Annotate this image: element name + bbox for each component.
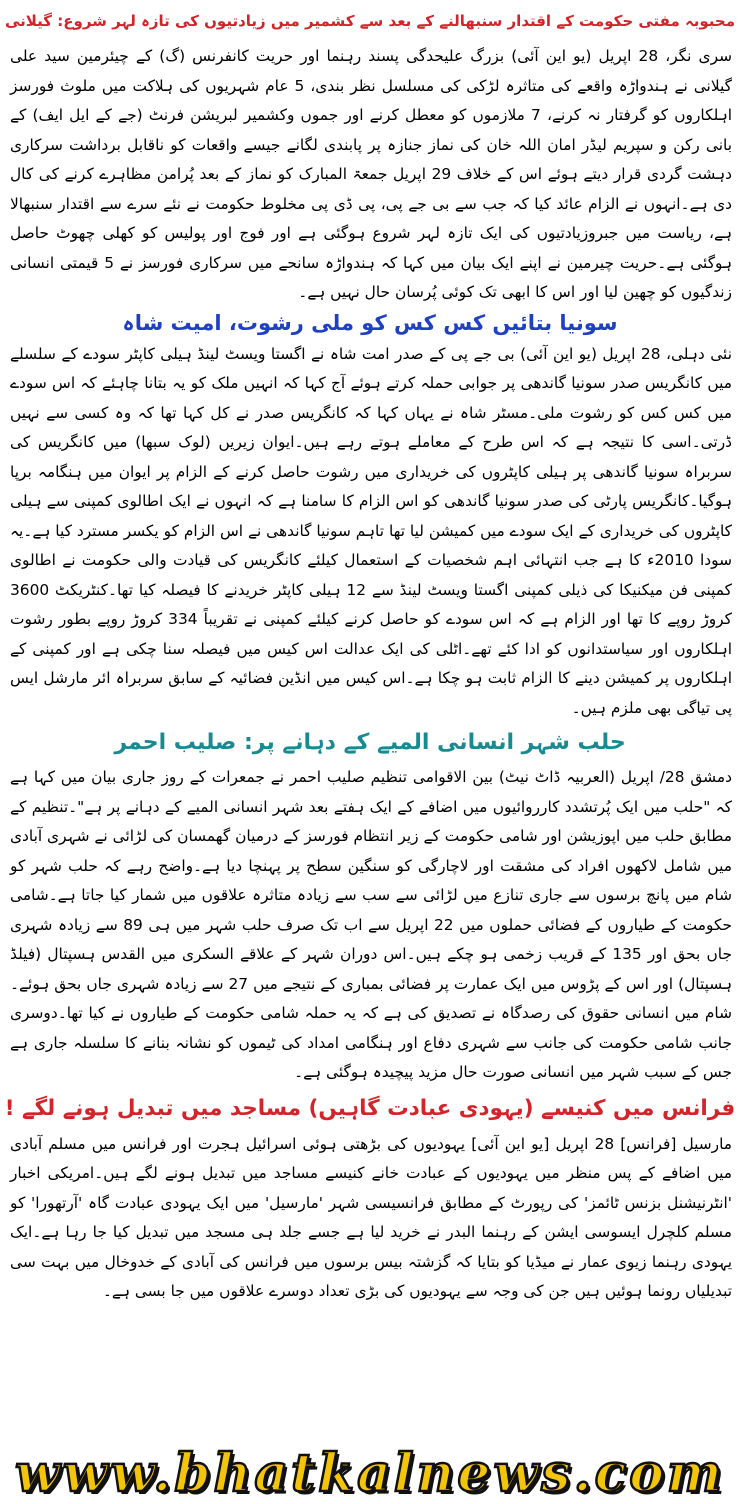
article-body: نئی دہلی، 28 اپریل (یو این آئی) بی جے پی کے صدر امت شاہ نے اگستا ویسٹ لینڈ ہیلی کاپٹر سودے کے سلسلے میں کانگریس صدر سونیا گاندھی پر جوابی حملہ کرتے ہوئے آج کہا کہ انہیں ملک کو یہ بتانا چاہئے کہ اس سودے میں کس کس کو رشوت ملی۔مسٹر شاہ نے یہاں کہا کہ کانگریس صدر نے کل کہا تھا کہ وہ کسی سے نہیں ڈرتی۔اسی کا نتیجہ ہے کہ اس طرح کے معاملے ہوتے رہے ہیں۔ایوان زیریں (لوک سبھا) میں کانگریس کی سربراہ سونیا گاندھی پر ہیلی کاپٹروں کی خریداری میں رشوت حاصل کرنے کے الزام پر ایوان میں ہنگامہ برپا ہوگیا۔کانگریس پارٹی کی صدر سونیا گاندھی کو اس الزام کا سامنا ہے کہ انہوں نے ایک اطالوی کمپنی سے ہیلی کاپٹروں کی خریداری کے ایک سودے میں کمیشن لیا تھا تاہم سونیا گاندھی نے اس الزام کو یکسر مسترد کیا ہے۔یہ سودا 2010ء کا ہے جب انتہائی اہم شخصیات کے استعمال کیلئے کانگریس کی قیادت والی حکومت نے اطالوی کمپنی فن میکنیکا کی ذیلی کمپنی اگستا ویسٹ لینڈ سے 12 ہیلی کاپٹر خریدنے کا فیصلہ کیا تھا۔کنٹریکٹ 3600 کروڑ روپے کا تھا اور الزام ہے کہ اس سودے کو حاصل کرنے کیلئے کمپنی نے تقریباً 334 کروڑ روپے بطور رشوت اہلکاروں اور سیاستدانوں کو ادا کئے تھے۔اٹلی کی ایک عدالت اس کیس میں فیصلہ سنا چکی ہے اور کمپنی کے اہلکاروں پر کمیشن دینے کا الزام ثابت ہو چکا ہے۔اس کیس میں انڈین فضائیہ کے سابق سربراہ ائر مارشل ایس پی تیاگی بھی ملزم ہیں۔ (10, 344, 733, 717)
article-headline: سونیا بتائیں کس کس کو ملی رشوت، امیت شاہ (122, 310, 618, 335)
article-headline: محبوبہ مفتی حکومت کے اقتدار سنبھالنے کے بعد سے کشمیر میں زیادتیوں کی تازہ لہر شروع: گیلانی (4, 12, 736, 30)
article-body: سری نگر، 28 اپریل (یو این آئی) بزرگ علیحدگی پسند رہنما اور حریت کانفرنس (گ) کے چیئرمین سید علی گیلانی نے ہندواڑہ واقعے کی متاثرہ لڑکی کی مسلسل نظر بندی، 5 عام شہریوں کی ہلاکت میں ملوث فورسز اہلکاروں کو گرفتار نہ کرنے، 7 ملازموں کو معطل کرنے اور جموں وکشمیر لبریشن فرنٹ (جے کے ایل ایف) کے بانی رکن و سپریم لیڈر امان اللہ خان کی نماز جنازہ پر پابندی لگانے جیسے واقعات کو ناقابل برداشت سرکاری دہشت گردی قرار دیتے ہوئے اس کے خلاف 29 اپریل جمعۃ المبارک کو نماز کے بعد پُرامن مظاہرے کرنے کی کال دی ہے۔انہوں نے الزام عائد کیا کہ جب سے بی جے پی، پی ڈی پی مخلوط حکومت نے نئے سرے سے اقتدار سنبھالا ہے، ریاست میں جبروزیادتیوں کی ایک تازہ لہر شروع ہوگئی ہے اور فوج اور پولیس کو کھلی چھوٹ حاصل ہوگئی ہے۔حریت چیرمین نے اپنے ایک بیان میں کہا کہ ہندواڑہ سانحے میں سرکاری فورسز نے 5 قیمتی انسانی زندگیوں کو چھین لیا اور اس کا ابھی تک کوئی پُرسان حال نہیں ہے۔ (10, 47, 733, 301)
article-headline: فرانس میں کنیسے (یہودی عبادت گاہیں) مساجد میں تبدیل ہونے لگے ! (4, 1095, 736, 1121)
site-url-logo: www.bhatkalnews.com (15, 1442, 725, 1504)
article-gilani (0, 0, 740, 308)
article-france-synagogues (0, 1088, 740, 1307)
article-amit-shah (0, 308, 740, 724)
article-headline: حلب شہر انسانی المیے کے دہانے پر: صلیب احمر (114, 730, 626, 755)
article-body: دمشق 28/ اپریل (العربیہ ڈاٹ نیٹ) بین الاقوامی تنظیم صلیب احمر نے جمعرات کے روز جاری بیان میں کہا ہے کہ "حلب میں ایک پُرتشدد کارروائیوں میں اضافے کے ایک ہفتے بعد شہر انسانی المیے کے دہانے پر ہے"۔تنظیم کے مطابق حلب میں اپوزیشن اور شامی حکومت کے زیر انتظام فورسز کے درمیان گھمسان کی لڑائی نے شہری آبادی میں شامل لاکھوں افراد کی مشقت اور لاچارگی کو سنگین سطح پر پہنچا دیا ہے۔واضح رہے کہ حلب شہر کو شام میں پانچ برسوں سے جاری تنازع میں لڑائی سے سب سے زیادہ متاثرہ علاقوں میں شمار کیا جاتا ہے۔شامی حکومت کے طیاروں کے فضائی حملوں میں 22 اپریل سے اب تک صرف حلب شہر میں ہی 89 سے زیادہ شہری جاں بحق اور 135 کے قریب زخمی ہو چکے ہیں۔اس دوران شہر کے علاقے السکری میں القدس ہسپتال (فیلڈ ہسپتال) اور اس کے پڑوس میں ایک عمارت پر فضائی بمباری کے نتیجے میں 27 سے زیادہ شہری جاں بحق ہوئے۔شام میں انسانی حقوق کی رصدگاہ نے تصدیق کی ہے کہ یہ حملہ شامی حکومت کے طیاروں نے کیا تھا۔دوسری جانب شامی حکومت کی جانب سے شہری دفاع اور ہنگامی امداد کی ٹیموں کو نشانہ بنانے کا سلسلہ جاری ہے جس کے سبب شہر میں انسانی صورت حال مزید پیچیدہ ہوگئی ہے۔ (10, 768, 732, 1081)
site-footer (0, 1442, 740, 1504)
article-aleppo (0, 723, 740, 1088)
article-body: مارسیل [فرانس] 28 اپریل [یو این آئی] یہودیوں کی بڑھتی ہوئی اسرائیل ہجرت اور فرانس میں مسلم آبادی میں اضافے کے پس منظر میں یہودیوں کے عبادت خانے کنیسے مساجد میں تبدیل ہونے لگے ہیں۔امریکی اخبار 'انٹرنیشنل بزنس ٹائمز' کی رپورٹ کے مطابق فرانسیسی شہر 'مارسیل' میں ایک یہودی عبادت گاہ 'آرتھورا' کو مسلم کلچرل ایسوسی ایشن کے رہنما البدر نے خرید لیا ہے جسے جلد ہی مسجد میں تبدیل کیا جا رہا ہے۔ایک یہودی رہنما زیوی عمار نے میڈیا کو بتایا کہ گزشتہ بیس برسوں میں فرانس کی آبادی کے خدوخال میں بہت سی تبدیلیاں رونما ہوئیں ہیں جن کی وجہ سے یہودیوں کی بڑی تعداد دوسرے علاقوں میں جا بسی ہے۔ (10, 1134, 733, 1300)
